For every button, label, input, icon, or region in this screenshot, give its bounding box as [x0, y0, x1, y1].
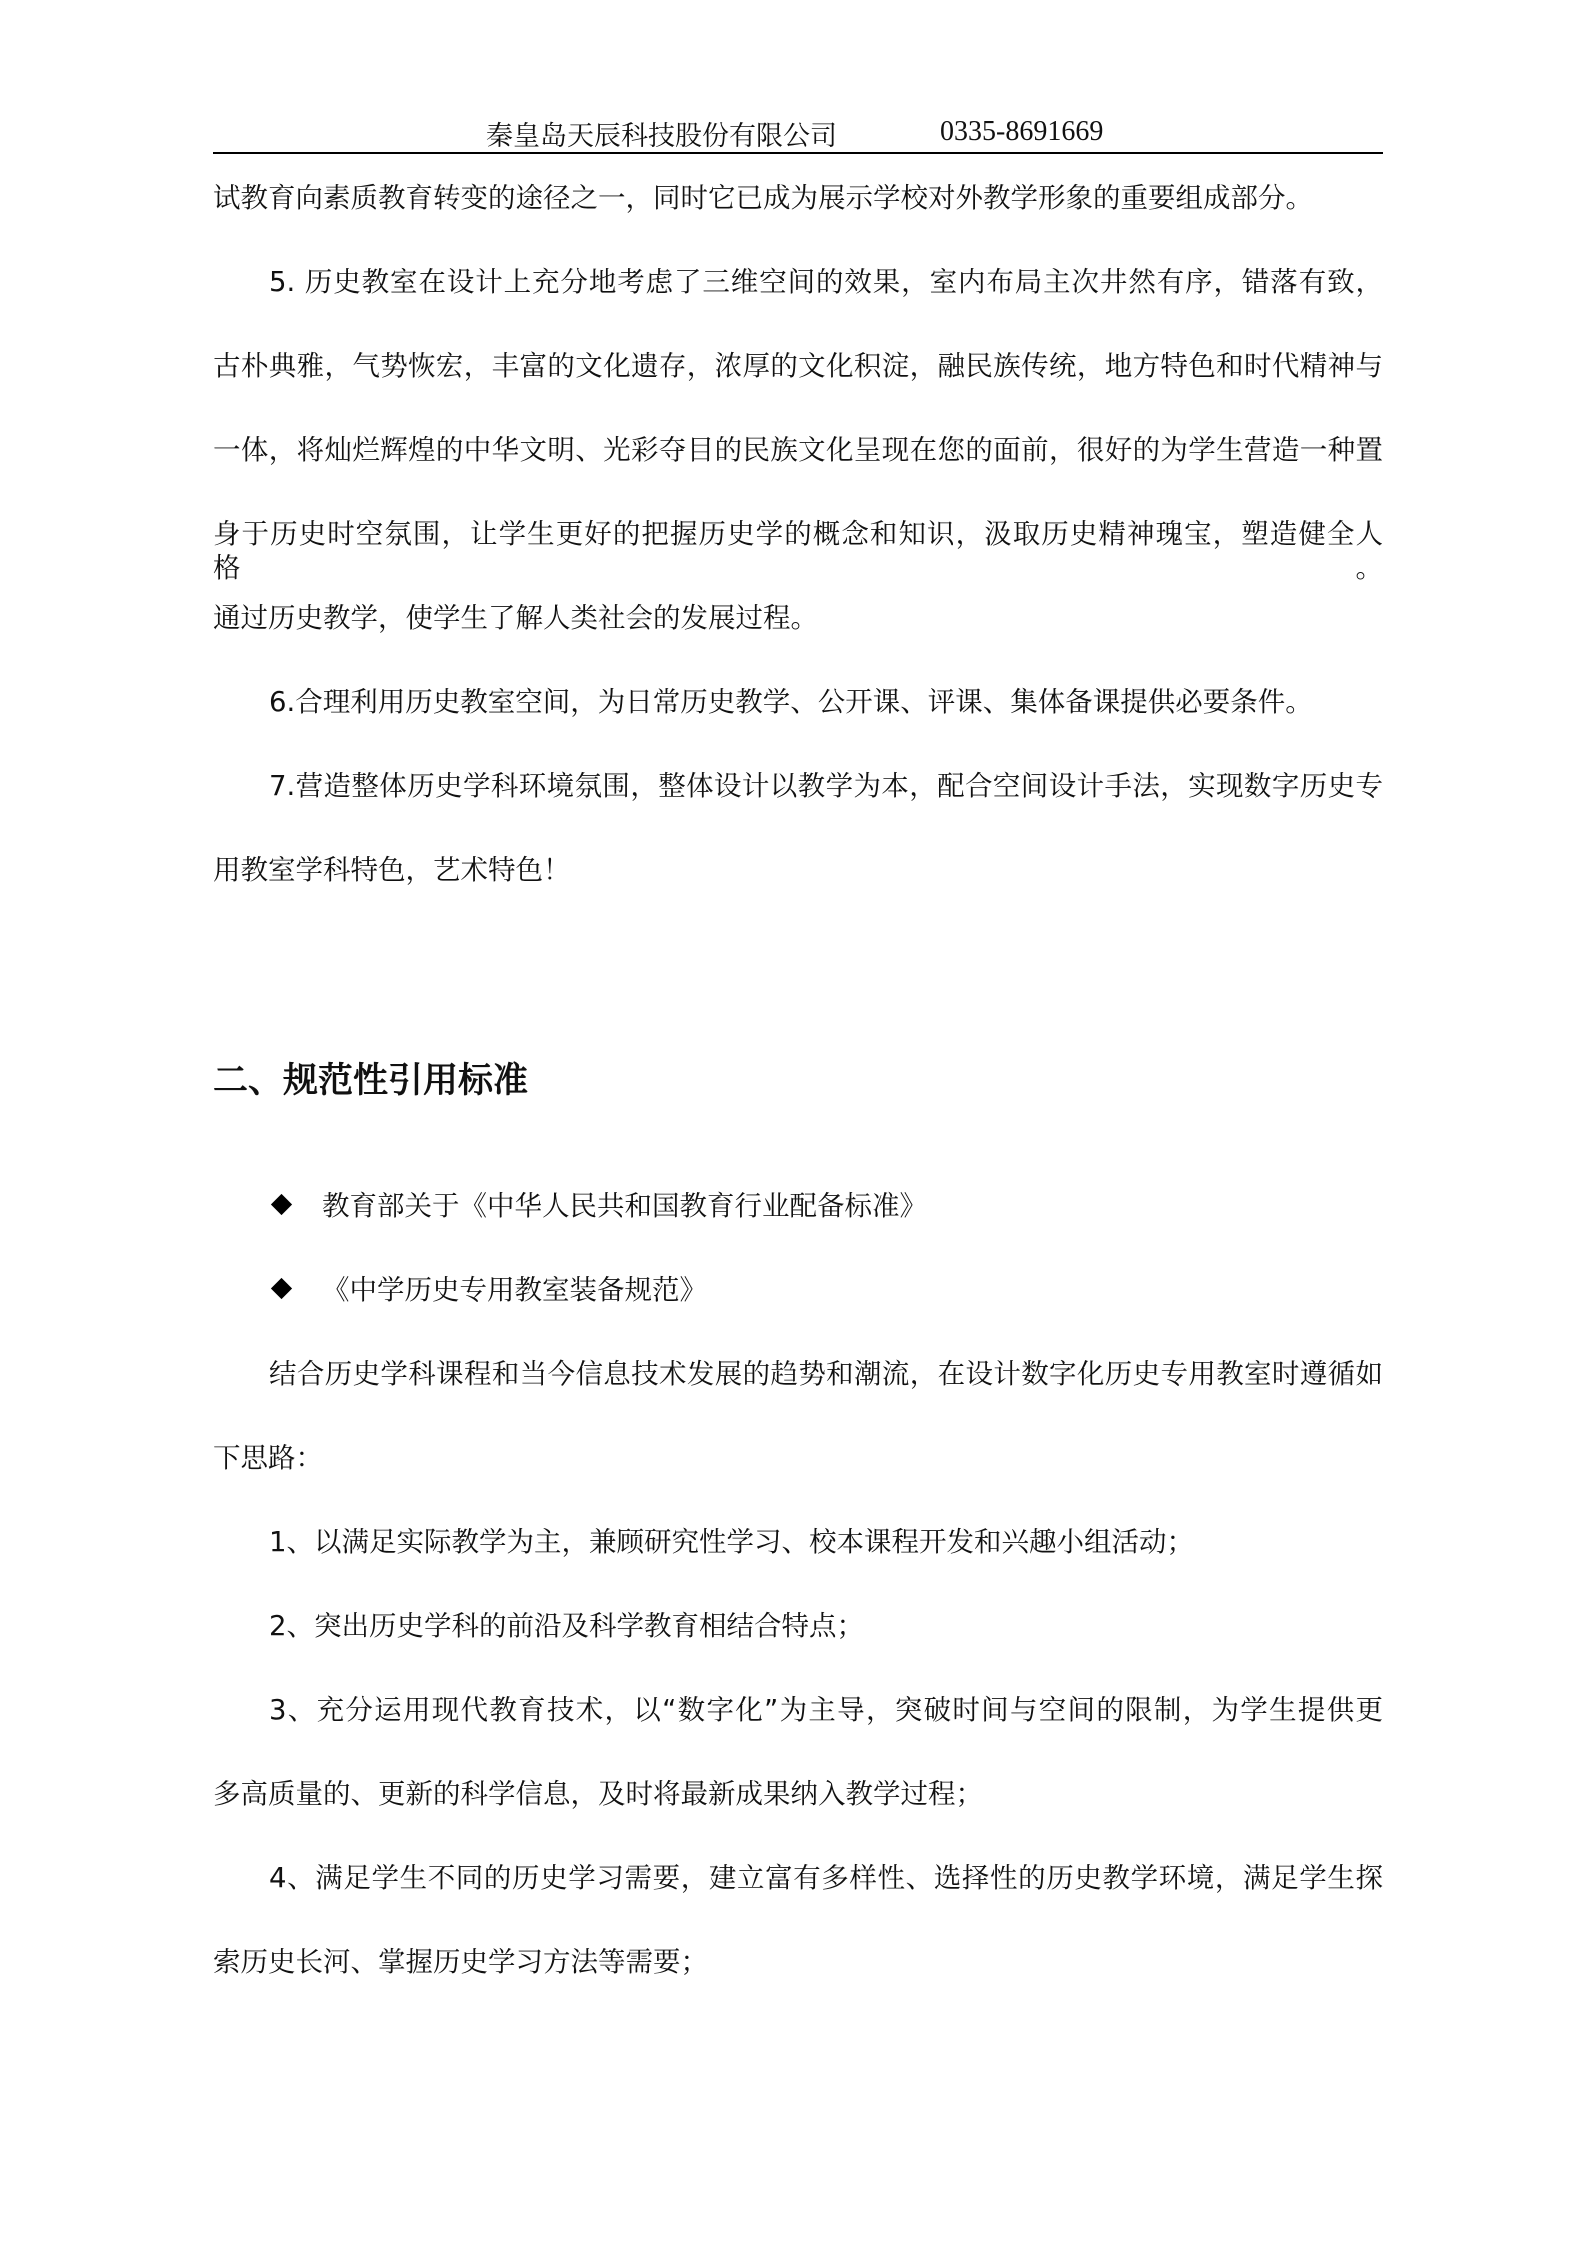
reference-item: 教育部关于《中华人民共和国教育行业配备标准》 — [322, 1190, 927, 1222]
diamond-bullet-icon — [270, 1273, 294, 1307]
paragraph-line: 下思路： — [213, 1442, 323, 1474]
paragraph-line: 用教室学科特色，艺术特色！ — [213, 854, 571, 886]
paragraph-line: 3、充分运用现代教育技术，以“数字化”为主导，突破时间与空间的限制，为学生提供更 — [269, 1694, 1383, 1726]
paragraph-line: 古朴典雅，气势恢宏，丰富的文化遗存，浓厚的文化积淀，融民族传统，地方特色和时代精神与 — [213, 350, 1383, 382]
section-heading: 二、规范性引用标准 — [213, 1061, 529, 1101]
paragraph-line: 4、满足学生不同的历史学习需要，建立富有多样性、选择性的历史教学环境，满足学生探 — [269, 1862, 1383, 1894]
paragraph-line: 1、以满足实际教学为主，兼顾研究性学习、校本课程开发和兴趣小组活动； — [269, 1526, 1194, 1558]
paragraph-line: 6.合理利用历史教室空间，为日常历史教学、公开课、评课、集体备课提供必要条件。 — [269, 686, 1313, 718]
paragraph-line: 多高质量的、更新的科学信息，及时将最新成果纳入教学过程； — [213, 1778, 983, 1810]
header-phone-number: 0335-8691669 — [940, 116, 1104, 147]
paragraph-line: 一体，将灿烂辉煌的中华文明、光彩夺目的民族文化呈现在您的面前，很好的为学生营造一种置 — [213, 434, 1383, 466]
reference-item: 《中学历史专用教室装备规范》 — [322, 1274, 707, 1306]
page-header — [213, 112, 1383, 154]
paragraph-line: 5. 历史教室在设计上充分地考虑了三维空间的效果，室内布局主次井然有序，错落有致， — [269, 266, 1383, 298]
paragraph-line: 身于历史时空氛围，让学生更好的把握历史学的概念和知识，汲取历史精神瑰宝，塑造健全人格。 — [213, 518, 1383, 584]
paragraph-line: 试教育向素质教育转变的途径之一，同时它已成为展示学校对外教学形象的重要组成部分。 — [213, 182, 1313, 214]
diamond-bullet-icon — [270, 1189, 294, 1223]
paragraph-line: 结合历史学科课程和当今信息技术发展的趋势和潮流，在设计数字化历史专用教室时遵循如 — [269, 1358, 1383, 1390]
paragraph-line: 索历史长河、掌握历史学习方法等需要； — [213, 1946, 708, 1978]
paragraph-line: 通过历史教学，使学生了解人类社会的发展过程。 — [213, 602, 818, 634]
paragraph-line: 7.营造整体历史学科环境氛围，整体设计以教学为本，配合空间设计手法，实现数字历史专 — [269, 770, 1383, 802]
header-company-name: 秦皇岛天辰科技股份有限公司 — [486, 121, 837, 152]
paragraph-line: 2、突出历史学科的前沿及科学教育相结合特点； — [269, 1610, 864, 1642]
